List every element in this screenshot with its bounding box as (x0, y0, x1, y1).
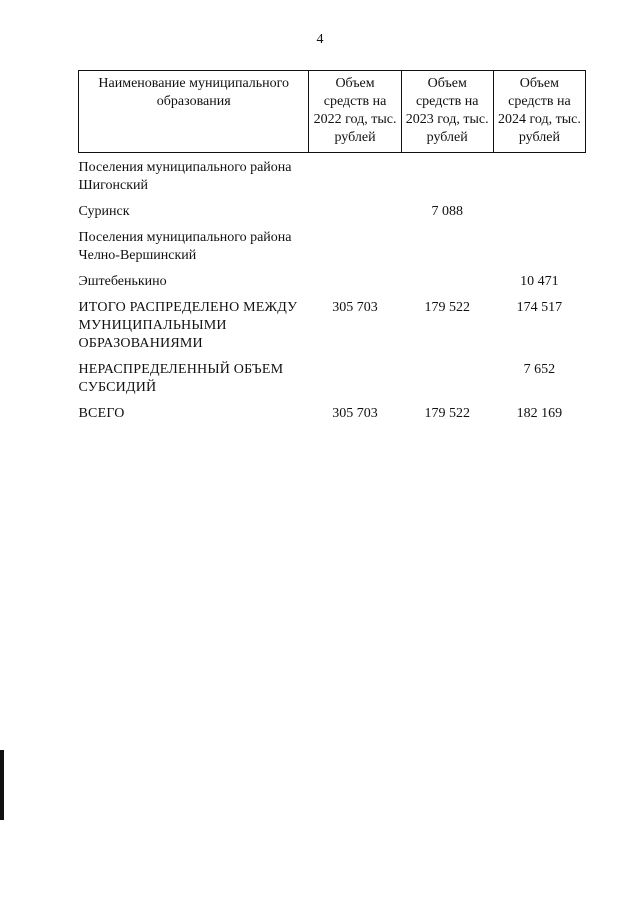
row-2023 (401, 153, 493, 196)
row-2022 (309, 265, 401, 291)
row-name: ИТОГО РАСПРЕДЕЛЕНО МЕЖДУ МУНИЦИПАЛЬНЫМИ ОБРАЗОВАНИЯМИ (78, 300, 298, 351)
table-row (79, 353, 586, 397)
table-row (79, 153, 586, 196)
row-name: Суринск (78, 204, 130, 219)
table-row (79, 221, 586, 265)
page-number: 4 (316, 32, 324, 47)
header-2022: Объем средств на 2022 год, тыс. рублей (309, 71, 401, 153)
table-row (79, 397, 586, 423)
row-2022 (309, 153, 401, 196)
row-2024: 10 471 (520, 274, 559, 289)
row-2022 (309, 353, 401, 397)
table-row (79, 291, 586, 353)
table-header-row (79, 71, 586, 153)
row-2023: 179 522 (424, 300, 470, 315)
row-name: ВСЕГО (78, 406, 125, 421)
header-2024: Объем средств на 2024 год, тыс. рублей (493, 71, 585, 153)
row-2022: 305 703 (332, 406, 378, 421)
row-name: Поселения муниципального района Шигонский (78, 160, 292, 193)
row-name: Эштебенькино (78, 274, 167, 289)
row-2024 (493, 195, 585, 221)
row-2022: 305 703 (332, 300, 378, 315)
row-2024: 174 517 (516, 300, 563, 315)
row-name: НЕРАСПРЕДЕЛЕННЫЙ ОБЪЕМ СУБСИДИЙ (78, 362, 284, 395)
row-2022 (309, 221, 401, 265)
table-row (79, 195, 586, 221)
row-2023 (401, 221, 493, 265)
row-2024 (493, 221, 585, 265)
table-row (79, 265, 586, 291)
scan-edge-mark (0, 750, 4, 820)
row-2022 (309, 195, 401, 221)
row-2023: 7 088 (431, 204, 463, 219)
subsidy-table (78, 70, 586, 423)
row-2023: 179 522 (424, 406, 470, 421)
row-2024 (493, 153, 585, 196)
header-2023: Объем средств на 2023 год, тыс. рублей (401, 71, 493, 153)
row-2023 (401, 353, 493, 397)
row-2024: 7 652 (523, 362, 556, 377)
header-municipality: Наименование муниципального образования (79, 71, 309, 153)
row-name: Поселения муниципального района Челно-Вершинский (78, 230, 292, 263)
row-2024: 182 169 (516, 406, 563, 421)
row-2023 (401, 265, 493, 291)
